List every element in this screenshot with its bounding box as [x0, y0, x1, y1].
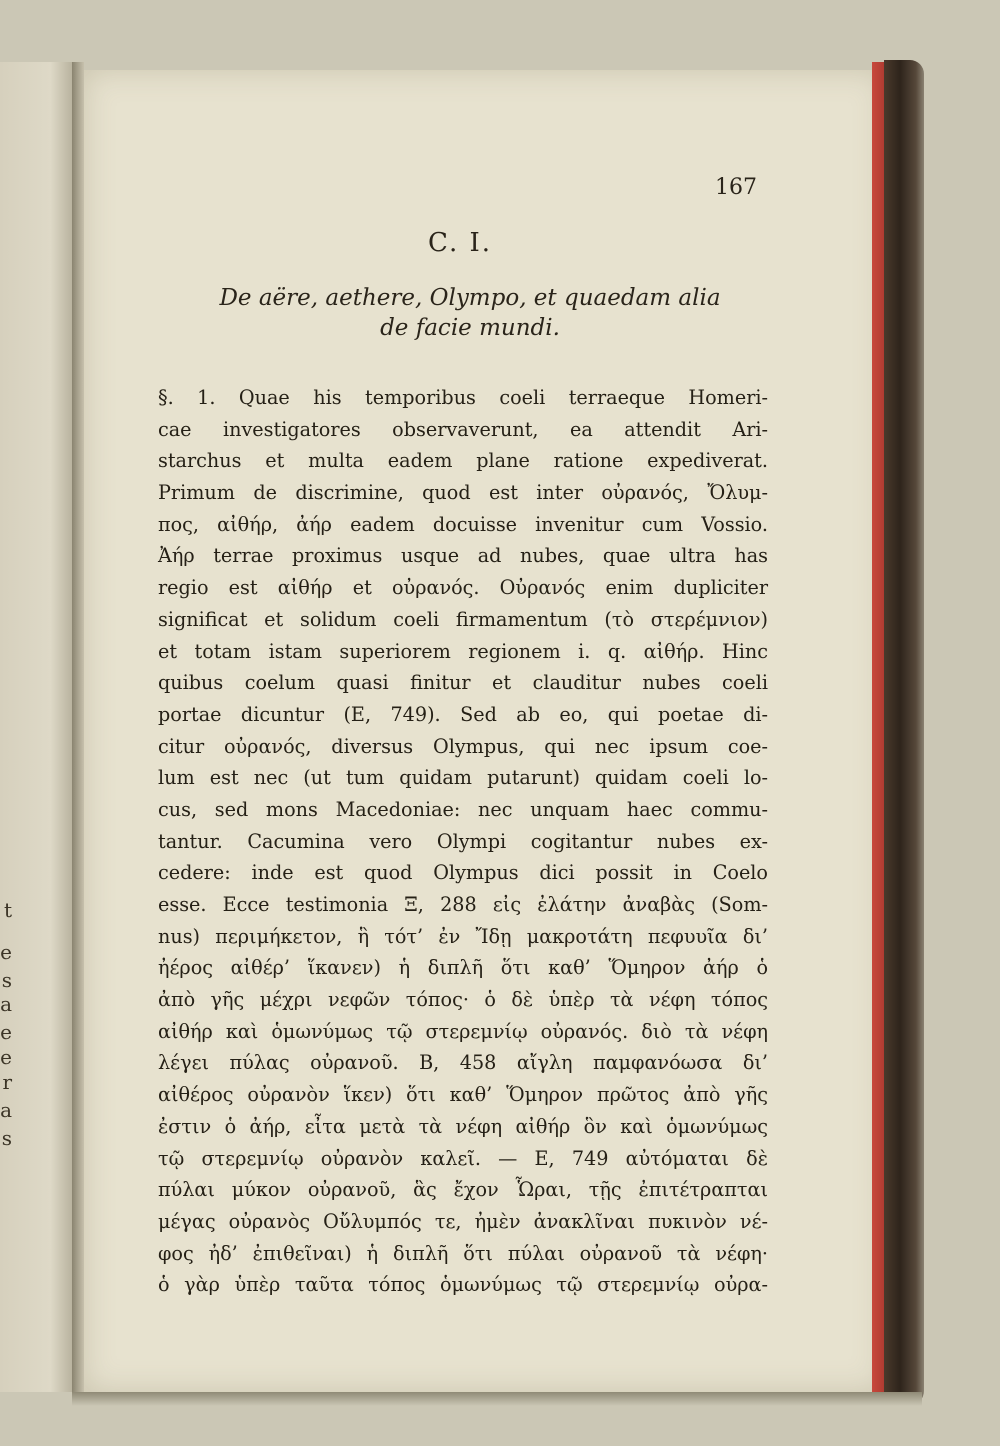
- chapter-title: [170, 283, 770, 343]
- chapter-heading: C. I.: [427, 228, 493, 258]
- text-line: quibus coelum quasi finitur et clauditur nubes coeli: [158, 671, 768, 695]
- text-line: tantur. Cacumina vero Olympi cogitantur nubes ex-: [158, 829, 768, 853]
- text-line: significat et solidum coeli firmamentum (τὸ στερέμνιον): [158, 607, 768, 631]
- text-line: πος, αἰθήρ, ἀήρ eadem docuisse invenitur cum Vossio.: [158, 512, 768, 536]
- text-line: λέγει πύλας οὐρανοῦ. B, 458 αἴγλη παμφανόωσα δι’: [158, 1051, 768, 1075]
- text-line: cus, sed mons Macedoniae: nec unquam haec commu-: [158, 797, 768, 821]
- text-line: regio est αἰθήρ et οὐρανός. Οὐρανός enim dupliciter: [158, 576, 768, 600]
- body-text: [158, 382, 768, 1301]
- fragment: e: [0, 940, 12, 964]
- text-line: ἠέρος αἰθέρ’ ἵκανεν) ἡ διπλῆ ὅτι καθ’ Ὅμηρον ἀήρ ὁ: [158, 956, 768, 980]
- text-line: φος ἠδ’ ἐπιθεῖναι) ἡ διπλῆ ὅτι πύλαι οὐρανοῦ τὰ νέφη·: [158, 1241, 768, 1265]
- text-line: lum est nec (ut tum quidam putarunt) quidam coeli lo-: [158, 766, 768, 790]
- title-line-2: de facie mundi.: [380, 315, 560, 341]
- title-line-1: De aëre, aethere, Olympo, et quaedam alia: [219, 285, 721, 311]
- text-line: cae investigatores observaverunt, ea attendit Ari-: [158, 417, 768, 441]
- fragment: s: [1, 1126, 12, 1150]
- fragment: s: [1, 968, 12, 992]
- text-line: μέγας οὐρανὸς Οὔλυμπός τε, ἠμὲν ἀνακλῖναι πυκινὸν νέ-: [158, 1209, 768, 1233]
- fragment: t: [3, 898, 12, 922]
- fragment: e: [0, 1045, 12, 1069]
- text-line: Ἀήρ terrae proximus usque ad nubes, quae ultra has: [158, 544, 768, 568]
- text-line: ὁ γὰρ ὑπὲρ ταῦτα τόπος ὁμωνύμως τῷ στερεμνίῳ οὐρα-: [158, 1273, 768, 1297]
- facing-page-fragments: [0, 62, 72, 1392]
- text-line: ἐστιν ὁ ἀήρ, εἶτα μετὰ τὰ νέφη αἰθήρ ὃν καὶ ὁμωνύμως: [158, 1114, 768, 1138]
- text-line: nus) περιμήκετον, ἣ τότ’ ἐν Ἴδῃ μακροτάτη πεφυυῖα δι’: [158, 924, 768, 948]
- spine-shadow: [72, 62, 84, 1392]
- text-line: Primum de discrimine, quod est inter οὐρανός, Ὄλυμ-: [158, 481, 768, 505]
- fragment: e: [0, 1020, 12, 1044]
- text-line: τῷ στερεμνίῳ οὐρανὸν καλεῖ. — E, 749 αὐτόμαται δὲ: [158, 1146, 768, 1170]
- text-line: esse. Ecce testimonia Ξ, 288 εἰς ἐλάτην ἀναβὰς (Som-: [158, 893, 768, 916]
- text-line: ἀπὸ γῆς μέχρι νεφῶν τόπος· ὁ δὲ ὑπὲρ τὰ νέφη τόπος: [158, 988, 768, 1012]
- page-number: 167: [715, 175, 757, 200]
- text-line: starchus et multa eadem plane ratione expediverat.: [158, 449, 768, 473]
- facing-page-edge: [0, 62, 74, 1392]
- text-line: αἰθέρος οὐρανὸν ἵκεν) ὅτι καθ’ Ὅμηρον πρῶτος ἀπὸ γῆς: [158, 1083, 768, 1107]
- fragment: a: [0, 992, 12, 1016]
- text-line: cedere: inde est quod Olympus dici possit in Coelo: [158, 861, 768, 885]
- text-line: portae dicuntur (E, 749). Sed ab eo, qui poetae di-: [158, 702, 768, 726]
- bottom-shadow: [72, 1392, 922, 1406]
- fragment: a: [0, 1098, 12, 1122]
- text-line: citur οὐρανός, diversus Olympus, qui nec ipsum coe-: [158, 734, 768, 758]
- text-line: πύλαι μύκον οὐρανοῦ, ἃς ἔχον Ὧραι, τῇς ἐπιτέτραπται: [158, 1178, 768, 1202]
- text-line: αἰθήρ καὶ ὁμωνύμως τῷ στερεμνίῳ οὐρανός. διὸ τὰ νέφη: [158, 1019, 768, 1043]
- fragment: r: [2, 1070, 12, 1094]
- text-line: §. 1. Quae his temporibus coeli terraeque Homeri-: [158, 386, 768, 409]
- text-line: et totam istam superiorem regionem i. q. αἰθήρ. Hinc: [158, 639, 768, 663]
- book-cover: [884, 60, 924, 1405]
